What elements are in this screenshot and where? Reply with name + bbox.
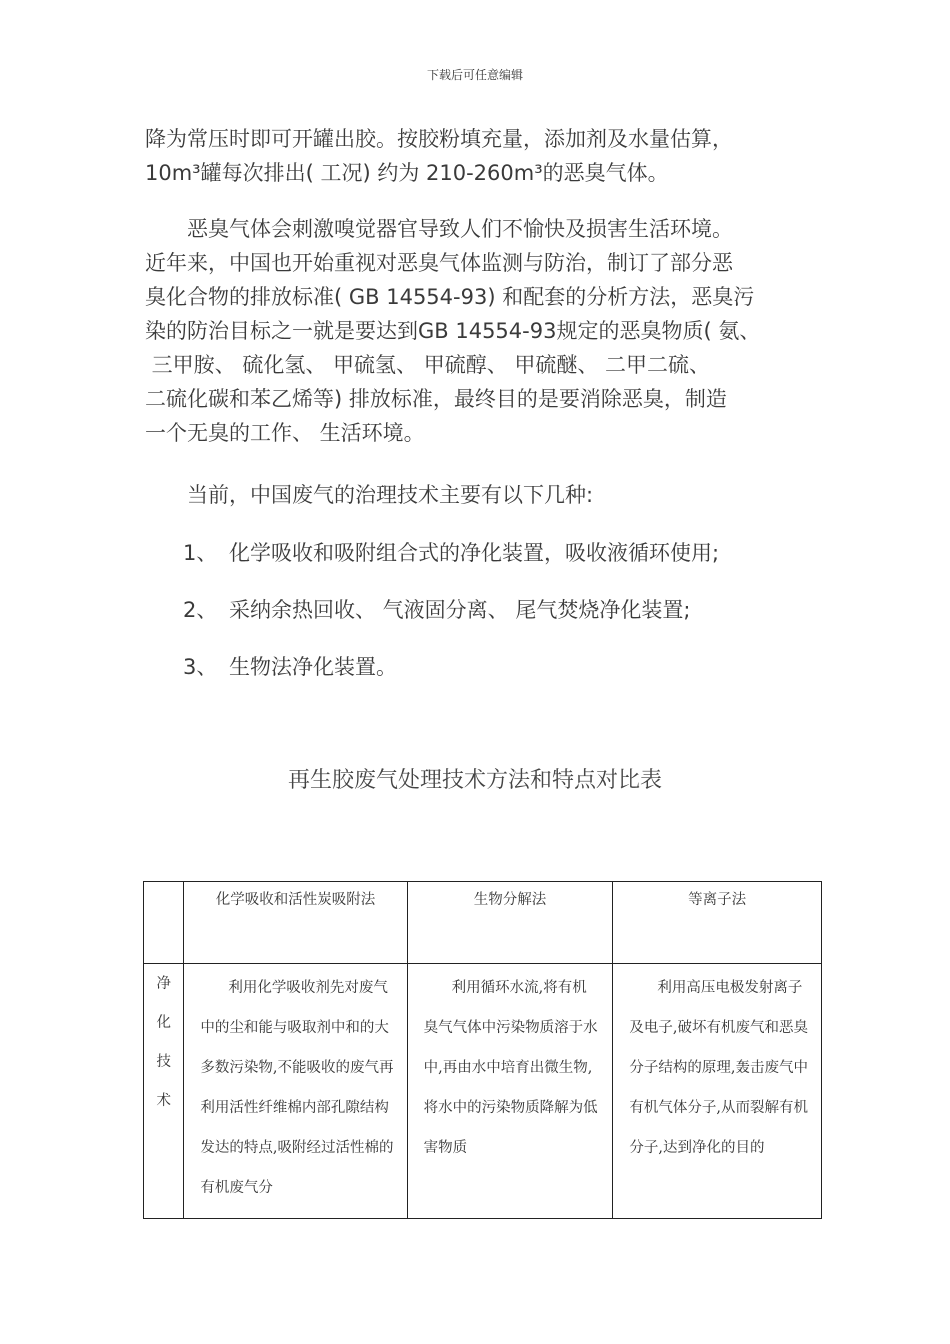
table-cell: 利用循环水流,将有机臭气气体中污染物质溶于水中,再由水中培育出微生物,将水中的污染物质降解为低害物质: [407, 964, 613, 1219]
paragraph-3: [145, 478, 825, 512]
table-cell: 利用化学吸收剂先对废气中的尘和能与吸取剂中和的大多数污染物,不能吸收的废气再利用活性纤维棉内部孔隙结构发达的特点,吸附经过活性棉的有机废气分: [184, 964, 407, 1219]
comparison-table: [143, 881, 822, 1219]
method-list: [183, 536, 823, 707]
list-text: 采纳余热回收、 气液固分离、 尾气焚烧净化装置;: [229, 598, 691, 622]
list-item: [183, 650, 823, 707]
table-row: [144, 964, 822, 1219]
paragraph-line: 10m³罐每次排出( 工况) 约为 210-260m³的恶臭气体。: [145, 161, 669, 185]
row-label-char: 技: [156, 1054, 171, 1070]
paragraph-line: 降为常压时即可开罐出胶。按胶粉填充量，添加剂及水量估算，: [145, 127, 733, 151]
paragraph-line: 二硫化碳和苯乙烯等) 排放标准，最终目的是要消除恶臭，制造: [145, 387, 727, 411]
table-header-cell: 生物分解法: [407, 882, 613, 964]
table-header-cell: [144, 882, 184, 964]
paragraph-1: [145, 122, 825, 190]
row-label-char: 净: [156, 976, 171, 992]
paragraph-line: 臭化合物的排放标准( GB 14554-93) 和配套的分析方法，恶臭污: [145, 285, 755, 309]
list-number: 1、: [183, 541, 218, 565]
paragraph-line: 近年来，中国也开始重视对恶臭气体监测与防治，制订了部分恶: [145, 251, 733, 275]
list-item: [183, 593, 823, 650]
paragraph-line: 一个无臭的工作、 生活环境。: [145, 421, 425, 445]
list-number: 2、: [183, 598, 218, 622]
row-label: [144, 964, 184, 1219]
paragraph-line: 恶臭气体会刺激嗅觉器官导致人们不愉快及损害生活环境。: [187, 217, 733, 241]
paragraph-line: 三甲胺、 硫化氢、 甲硫氢、 甲硫醇、 甲硫醚、 二甲二硫、: [145, 353, 711, 377]
table-title: 再生胶废气处理技术方法和特点对比表: [287, 768, 662, 793]
list-number: 3、: [183, 655, 218, 679]
row-label-char: 化: [156, 1015, 171, 1031]
list-text: 化学吸收和吸附组合式的净化装置，吸收液循环使用;: [229, 541, 720, 565]
page-header: 下载后可任意编辑: [426, 68, 523, 82]
list-text: 生物法净化装置。: [229, 655, 397, 679]
paragraph-line: 当前，中国废气的治理技术主要有以下几种:: [187, 483, 594, 507]
table-cell: 利用高压电极发射离子及电子,破坏有机废气和恶臭分子结构的原理,轰击废气中有机气体分子,从而裂解有机分子,达到净化的目的: [613, 964, 822, 1219]
table-header-cell: 等离子法: [613, 882, 822, 964]
table-header-cell: 化学吸收和活性炭吸附法: [184, 882, 407, 964]
list-item: [183, 536, 823, 593]
paragraph-line: 染的防治目标之一就是要达到GB 14554-93规定的恶臭物质( 氨、: [145, 319, 761, 343]
paragraph-2: [145, 212, 825, 450]
row-label-char: 术: [156, 1093, 171, 1109]
table-header-row: [144, 882, 822, 964]
